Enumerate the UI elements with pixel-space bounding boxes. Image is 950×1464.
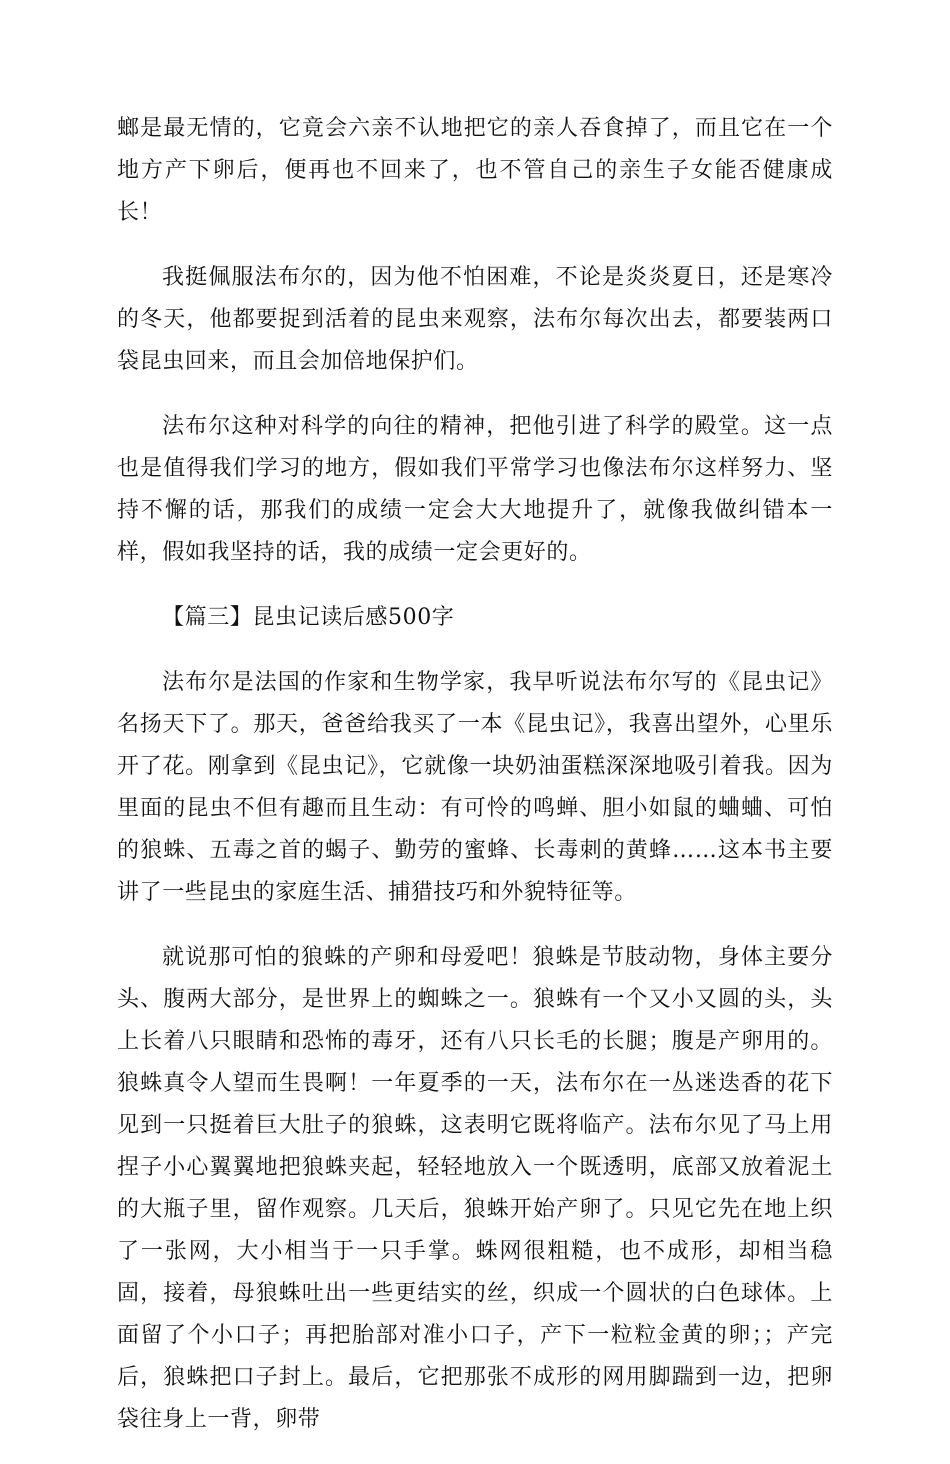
paragraph: 我挺佩服法布尔的，因为他不怕困难，不论是炎炎夏日，还是寒冷的冬天，他都要捉到活着的昆虫来观察，法布尔每次出去，都要装两口袋昆虫回来，而且会加倍地保护们。 xyxy=(117,265,833,374)
paragraph: 法布尔这种对科学的向往的精神，把他引进了科学的殿堂。这一点也是值得我们学习的地方，假如我们平常学习也像法布尔这样努力、坚持不懈的话，那我们的成绩一定会大大地提升了，就像我做纠错本一样，假如我坚持的话，我的成绩一定会更好的。 xyxy=(117,414,833,565)
paragraph-continuation: 螂是最无情的，它竟会六亲不认地把它的亲人吞食掉了，而且它在一个地方产下卵后，便再也不回来了，也不管自己的亲生子女能否健康成长！ xyxy=(117,116,833,225)
paragraph: 就说那可怕的狼蛛的产卵和母爱吧！狼蛛是节肢动物，身体主要分头、腹两大部分，是世界上的蜘蛛之一。狼蛛有一个又小又圆的头，头上长着八只眼睛和恐怖的毒牙，还有八只长毛的长腿；腹是产卵用的。狼蛛真令人望而生畏啊！一年夏季的一天，法布尔在一丛迷迭香的花下见到一只挺着巨大肚子的狼蛛，这表明它既将临产。法布尔见了马上用捏子小心翼翼地把狼蛛夹起，轻轻地放入一个既透明，底部又放着泥土的大瓶子里，留作观察。几天后，狼蛛开始产卵了。只见它先在地上织了一张网，大小相当于一只手掌。蛛网很粗糙，也不成形，却相当稳固，接着，母狼蛛吐出一些更结实的丝，织成一个圆状的白色球体。上面留了个小口子；再把胎部对准小口子，产下一粒粒金黄的卵；；产完后，狼蛛把口子封上。最后，它把那张不成形的网用脚踹到一边，把卵袋往身上一背，卵带 xyxy=(117,945,833,1432)
section-heading: 【篇三】昆虫记读后感500字 xyxy=(162,605,455,630)
document-body xyxy=(117,108,833,1464)
paragraph: 法布尔是法国的作家和生物学家，我早听说法布尔写的《昆虫记》名扬天下了。那天，爸爸给我买了一本《昆虫记》，我喜出望外，心里乐开了花。刚拿到《昆虫记》，它就像一块奶油蛋糕深深地吸引着我。因为里面的昆虫不但有趣而且生动：有可怜的鸣蝉、胆小如鼠的蛐蛐、可怕的狼蛛、五毒之首的蝎子、勤劳的蜜蜂、长毒刺的黄蜂……这本书主要讲了一些昆虫的家庭生活、捕猎技巧和外貌特征等。 xyxy=(117,670,833,905)
